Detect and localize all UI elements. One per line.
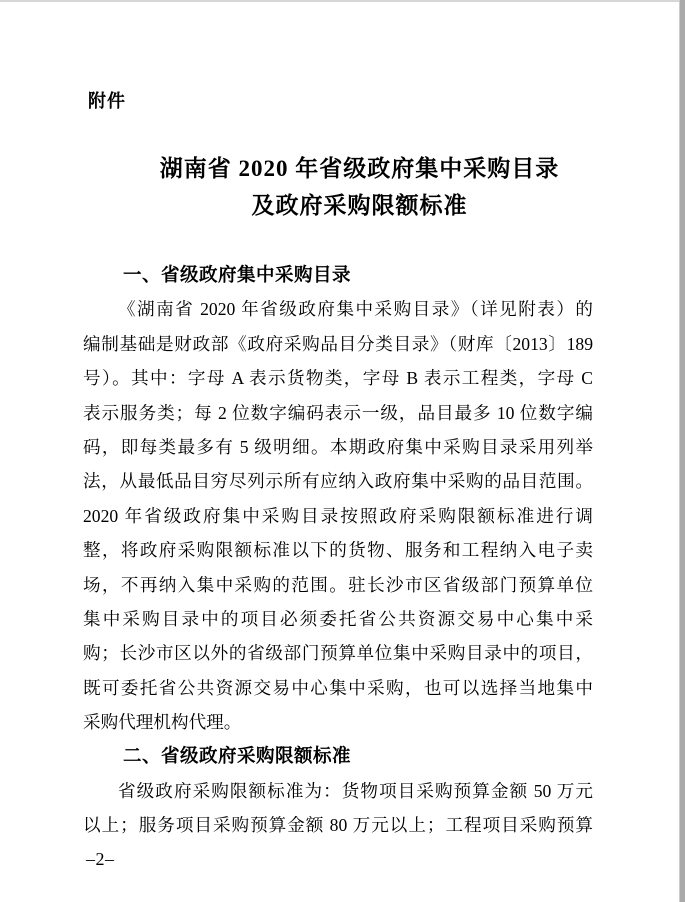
page-top-edge-line — [0, 0, 685, 2]
section1-heading: 一、省级政府集中采购目录 — [123, 264, 352, 285]
paragraph1-line9: 场，不再纳入集中采购的范围。驻长沙市区省级部门预算单位 — [83, 574, 593, 595]
page-right-edge-strip — [679, 0, 685, 902]
attachment-label: 附件 — [88, 91, 126, 111]
document-title-line1: 湖南省 2020 年省级政府集中采购目录 — [159, 156, 560, 181]
document-body — [83, 258, 593, 843]
paragraph1-line4: 表示服务类；每 2 位数字编码表示一级，品目最多 10 位数字编 — [83, 402, 593, 423]
paragraph1-line5: 码，即每类最多有 5 级明细。本期政府集中采购目录采用列举 — [83, 436, 593, 457]
paragraph2-line1: 省级政府采购限额标准为：货物项目采购预算金额 50 万元 — [118, 780, 593, 801]
paragraph1-line10: 集中采购目录中的项目必须委托省公共资源交易中心集中采 — [83, 608, 593, 629]
paragraph1-line13: 采购代理机构代理。 — [83, 712, 242, 733]
paragraph1-line2: 编制基础是财政部《政府采购品目分类目录》（财库〔2013〕189 — [83, 333, 593, 354]
document-title-line2: 及政府采购限额标准 — [251, 193, 468, 218]
paragraph1-line11: 购；长沙市区以外的省级部门预算单位集中采购目录中的项目， — [83, 643, 593, 664]
paragraph1-line8: 整，将政府采购限额标准以下的货物、服务和工程纳入电子卖 — [83, 540, 593, 561]
section2-heading: 二、省级政府采购限额标准 — [123, 745, 352, 767]
document-title — [0, 150, 685, 224]
paragraph1-line12: 既可委托省公共资源交易中心集中采购，也可以选择当地集中 — [83, 677, 593, 698]
paragraph1-line3: 号）。其中：字母 A 表示货物类，字母 B 表示工程类，字母 C — [83, 368, 593, 389]
paragraph1-line7: 2020 年省级政府集中采购目录按照政府采购限额标准进行调 — [83, 505, 593, 526]
page-number: –2– — [86, 849, 115, 869]
paragraph1-line1: 《湖南省 2020 年省级政府集中采购目录》（详见附表）的 — [118, 299, 593, 320]
paragraph1-line6: 法，从最低品目穷尽列示所有应纳入政府集中采购的品目范围。 — [83, 471, 593, 492]
paragraph2-line2: 以上；服务项目采购预算金额 80 万元以上；工程项目采购预算 — [83, 815, 593, 836]
